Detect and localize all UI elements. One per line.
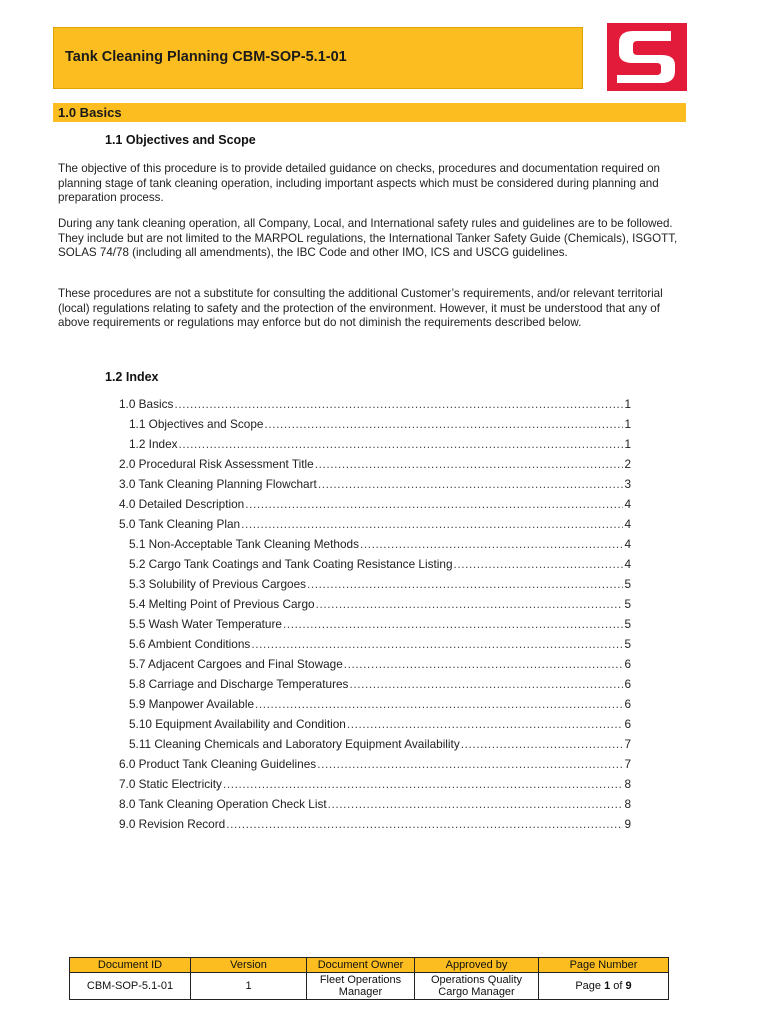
toc-entry[interactable] — [119, 417, 631, 437]
toc-leader-dots — [174, 397, 623, 411]
toc-entry[interactable] — [119, 797, 631, 817]
toc-entry[interactable] — [119, 617, 631, 637]
toc-entry[interactable] — [119, 657, 631, 677]
toc-entry-title: 5.4 Melting Point of Previous Cargo — [129, 597, 315, 611]
toc-entry[interactable] — [119, 557, 631, 577]
toc-leader-dots — [315, 457, 624, 471]
toc-entry-page: 1 — [624, 437, 631, 451]
approved-by-value — [415, 973, 539, 1000]
toc-entry-title: 5.10 Equipment Availability and Condition — [129, 717, 346, 731]
approver-line: Operations Quality — [430, 974, 523, 986]
header-approved-by: Approved by — [415, 958, 539, 973]
toc-entry[interactable] — [119, 497, 631, 517]
toc-leader-dots — [179, 437, 624, 451]
toc-entry-page: 4 — [624, 557, 631, 571]
paragraph: These procedures are not a substitute for consulting the additional Customer’s requirements, and/or relevant territorial (local) regulations relating to safety and the protection of the environment. However, it must be understood that any of above requirements or regulations may enforce but do not diminish the requirements described below. — [58, 287, 663, 330]
toc-leader-dots — [349, 677, 623, 691]
toc-entry[interactable] — [119, 757, 631, 777]
toc-entry[interactable] — [119, 537, 631, 557]
toc-entry-title: 3.0 Tank Cleaning Planning Flowchart — [119, 477, 317, 491]
toc-entry-page: 1 — [624, 417, 631, 431]
paragraph: The objective of this procedure is to provide detailed guidance on checks, procedures and documentation required on planning stage of tank cleaning operation, including important aspects which must be considered during planning and preparation process. — [58, 162, 660, 205]
toc-entry-title: 5.3 Solubility of Previous Cargoes — [129, 577, 307, 591]
toc-entry-page: 5 — [624, 617, 631, 631]
toc-entry-page: 4 — [624, 497, 631, 511]
toc-leader-dots — [241, 517, 623, 531]
toc-entry-page: 3 — [624, 477, 631, 491]
toc-entry[interactable] — [119, 697, 631, 717]
toc-entry-title: 1.0 Basics — [119, 397, 174, 411]
toc-entry-title: 5.9 Manpower Available — [129, 697, 255, 711]
document-owner-value — [307, 973, 415, 1000]
toc-entry-title: 5.6 Ambient Conditions — [129, 637, 251, 651]
toc-entry-page: 6 — [624, 677, 631, 691]
toc-leader-dots — [318, 477, 624, 491]
version-value: 1 — [191, 973, 307, 1000]
owner-line: Manager — [338, 986, 383, 998]
toc-leader-dots — [264, 417, 623, 431]
toc-entry[interactable] — [119, 777, 631, 797]
header-document-owner: Document Owner — [307, 958, 415, 973]
toc-entry-title: 5.2 Cargo Tank Coatings and Tank Coating Resistance Listing — [129, 557, 453, 571]
page-current: 1 — [604, 980, 611, 992]
footer-header-row — [70, 958, 669, 973]
header-document-id: Document ID — [70, 958, 191, 973]
toc-leader-dots — [347, 717, 624, 731]
table-of-contents — [119, 397, 631, 837]
toc-entry-page: 9 — [624, 817, 631, 831]
toc-entry-page: 6 — [624, 697, 631, 711]
toc-entry-title: 5.7 Adjacent Cargoes and Final Stowage — [129, 657, 343, 671]
header-page-number: Page Number — [539, 958, 669, 973]
document-header — [53, 27, 583, 89]
toc-entry[interactable] — [119, 677, 631, 697]
toc-entry-title: 5.5 Wash Water Temperature — [129, 617, 282, 631]
toc-entry-title: 6.0 Product Tank Cleaning Guidelines — [119, 757, 317, 771]
toc-entry-title: 4.0 Detailed Description — [119, 497, 245, 511]
toc-leader-dots — [316, 597, 624, 611]
toc-entry-page: 5 — [624, 577, 631, 591]
toc-entry-page: 7 — [624, 757, 631, 771]
toc-entry[interactable] — [119, 737, 631, 757]
toc-leader-dots — [283, 617, 623, 631]
toc-entry-page: 6 — [624, 657, 631, 671]
objectives-heading: 1.1 Objectives and Scope — [105, 133, 256, 147]
page-prefix: Page — [575, 980, 605, 992]
toc-entry-page: 2 — [624, 457, 631, 471]
toc-entry-title: 5.11 Cleaning Chemicals and Laboratory Equipment Availability — [129, 737, 460, 751]
toc-entry-page: 1 — [624, 397, 631, 411]
toc-entry[interactable] — [119, 517, 631, 537]
toc-entry-title: 8.0 Tank Cleaning Operation Check List — [119, 797, 327, 811]
toc-entry-title: 2.0 Procedural Risk Assessment Title — [119, 457, 314, 471]
toc-entry[interactable] — [119, 477, 631, 497]
toc-entry-page: 4 — [624, 537, 631, 551]
paragraph: During any tank cleaning operation, all Company, Local, and International safety rules and guidelines are to be followed. They include but are not limited to the MARPOL regulations, the International Tanker Safety Guide (Chemicals), ISGOTT, SOLAS 74/78 (including all amendments), the IBC Code and other IMO, ICS and USCG guidelines. — [58, 217, 678, 260]
page-total: 9 — [625, 980, 632, 992]
toc-leader-dots — [317, 757, 623, 771]
toc-leader-dots — [307, 577, 623, 591]
toc-entry-title: 9.0 Revision Record — [119, 817, 226, 831]
toc-leader-dots — [344, 657, 624, 671]
toc-leader-dots — [360, 537, 623, 551]
toc-entry[interactable] — [119, 577, 631, 597]
toc-leader-dots — [454, 557, 624, 571]
toc-entry-title: 5.1 Non-Acceptable Tank Cleaning Methods — [129, 537, 359, 551]
toc-entry-page: 8 — [624, 777, 631, 791]
toc-entry[interactable] — [119, 597, 631, 617]
toc-entry-page: 5 — [624, 637, 631, 651]
index-heading: 1.2 Index — [105, 370, 159, 384]
toc-entry-page: 6 — [624, 717, 631, 731]
document-id-value: CBM-SOP-5.1-01 — [70, 973, 191, 1000]
toc-leader-dots — [226, 817, 623, 831]
toc-entry[interactable] — [119, 457, 631, 477]
owner-line: Fleet Operations — [319, 974, 402, 986]
toc-entry-title: 1.2 Index — [129, 437, 178, 451]
document-title: Tank Cleaning Planning CBM-SOP-5.1-01 — [65, 49, 347, 65]
page-number-value — [539, 973, 669, 1000]
toc-entry-title: 5.8 Carriage and Discharge Temperatures — [129, 677, 349, 691]
toc-entry[interactable] — [119, 637, 631, 657]
toc-entry-page: 4 — [624, 517, 631, 531]
header-version: Version — [191, 958, 307, 973]
section-title: 1.0 Basics — [58, 105, 122, 120]
toc-leader-dots — [328, 797, 624, 811]
toc-entry[interactable] — [119, 437, 631, 457]
page-of: of — [610, 980, 626, 992]
toc-entry-title: 5.0 Tank Cleaning Plan — [119, 517, 241, 531]
company-logo — [607, 23, 687, 91]
toc-entry-page: 8 — [624, 797, 631, 811]
section-header — [53, 103, 686, 122]
toc-entry-page: 5 — [624, 597, 631, 611]
toc-entry[interactable] — [119, 717, 631, 737]
toc-entry-title: 7.0 Static Electricity — [119, 777, 222, 791]
toc-leader-dots — [461, 737, 624, 751]
approver-line: Cargo Manager — [438, 986, 515, 998]
toc-entry[interactable] — [119, 817, 631, 837]
toc-leader-dots — [255, 697, 623, 711]
toc-entry-title: 1.1 Objectives and Scope — [129, 417, 264, 431]
footer-value-row — [70, 973, 669, 1000]
document-control-table — [69, 957, 669, 1000]
toc-entry-page: 7 — [624, 737, 631, 751]
toc-leader-dots — [251, 637, 623, 651]
toc-leader-dots — [245, 497, 623, 511]
toc-leader-dots — [223, 777, 624, 791]
toc-entry[interactable] — [119, 397, 631, 417]
